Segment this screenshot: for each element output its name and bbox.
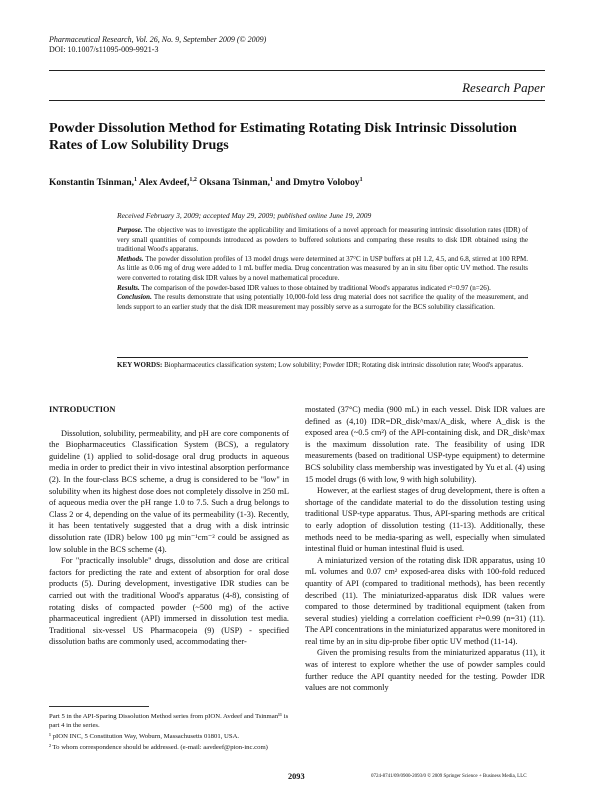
copyright-line: 0724-8741/09/0900-2093/0 © 2009 Springer Science + Business Media, LLC [371,774,527,779]
paragraph: Dissolution, solubility, permeability, and pH are core components of the Biopharmaceutics Classification System (BCS), a regulatory guideline (1) applied to solid-dosage oral drug products in aqueous media in order to predict their in vivo intestinal absorption performance (2). In the four-class BCS scheme, a drug is considered to be "low" in solubility when its highest dose does not completely dissolve in 250 mL of aqueous media over the pH range 1.0 to 7.5. Such a drug belongs to Class 2 or 4, depending on the value of its permeability (1-3). Recently, it has been tentatively suggested that a drug with a disk intrinsic dissolution rate (IDR) below 100 µg min⁻¹cm⁻² could be assigned as low soluble in the BCS scheme (4). [49,428,289,554]
author: Alex Avdeef, [138,178,190,189]
abstract-results [117,284,528,294]
paragraph: A miniaturized version of the rotating disk IDR apparatus, using 10 mL volumes and 0.07 cm² exposed-area disks with 100-fold reduced quantity of API (compared to traditional methods), has been recently described (11). The miniaturized-apparatus disk IDR values were compared to those determined by traditional equipment (taken from several studies) yielding a correlation coefficient r²=0.99 (n=31) (11). The API concentrations in the miniaturized apparatus were monitored in real time by an in situ dip-probe fiber optic UV method (11-14). [305,555,545,646]
keywords-label: KEY WORDS: [117,361,163,369]
abstract-results-label: Results. [117,283,140,292]
footnote-rule [49,706,149,707]
abstract-methods-text: The powder dissolution profiles of 13 model drugs were determined at 37°C in USP buffers at pH 1.2, 4.5, and 6.8, stirred at 100 RPM. As little as 0.06 mg of drug were added to 1 mL buffer media. Drug concentration was measured by an in situ fiber optic UV method. The results were converted to rotating disk IDR values by a novel mathematical procedure. [117,254,529,282]
paragraph: Given the promising results from the miniaturized apparatus (11), it was of interest to explore whether the use of powder samples could further reduce the API quantity needed for the testing. Powder IDR values are not commonly [305,648,545,693]
author-affiliation: 1 [270,177,273,183]
header-rule-bottom [49,100,545,101]
author: and Dmytro Voloboy [275,178,360,189]
keywords-text: Biopharmaceutics classification system; Low solubility; Powder IDR; Rotating disk intrinsic dissolution rate; Wood's apparatus. [164,361,524,369]
doi[interactable]: DOI: 10.1007/s11095-009-9921-3 [49,45,159,54]
page-number: 2093 [288,772,305,781]
author-list [49,177,363,188]
abstract-conclusion-text: The results demonstrate that using potentially 10,000-fold less drug material does not sacrifice the quality of the measurement, and lends support to an earlier study that the disk IDR measurement may possibly serve as a surrogate for the BCS solubility classification. [117,293,529,311]
article-title: Powder Dissolution Method for Estimating Rotating Disk Intrinsic Dissolution Rates of Low Solubility Drugs [49,121,517,153]
abstract-purpose-label: Purpose. [117,226,143,234]
body-column-right [305,404,545,694]
section-heading-introduction: INTRODUCTION [49,405,116,414]
paragraph: For "practically insoluble" drugs, dissolution and dose are critical factors for predicting the rate and extent of absorption for oral dose products (5). During development, investigative IDR studies can be carried out with the traditional Wood's apparatus (4-8), consisting of rotating disks of compacted powder (~500 mg) of the active pharmaceutical ingredient (API) immersed in dissolution test media. Traditional six-vessel US Pharmacopeia (9) (USP) - specified dissolution baths are commonly used, accommodating ther- [49,556,289,647]
keywords-rule [117,357,528,358]
header-rule-top [49,70,545,71]
paragraph: mostated (37°C) media (900 mL) in each vessel. Disk IDR values are defined as (4,10) IDR=DR_disk^max/A_disk, where A_disk is the exposed area (~0.5 cm²) of the API-containing disk, and DR_disk^max is the maximum dissolution rate. The feasibility of using IDR measurements (based on traditional USP-type equipment) to determine BCS solubility class membership was investigated by Yu et al. (4) using 15 model drugs (6 with low, 9 with high solubility). [305,405,545,484]
abstract-conclusion-label: Conclusion. [117,293,152,302]
author-affiliation: 1 [134,177,138,183]
paragraph: However, at the earliest stages of drug development, there is often a shortage of the candidate material to do the dissolution testing using traditional USP-type apparatus. Thus, API-sparing methods are critical to early adoption of dissolution testing (11-13). Additionally, these methods need to be media-sparing as well, especially when simulated intestinal fluid or human intestinal fluid is used. [305,486,545,554]
author: Konstantin Tsinman, [49,178,135,189]
footnote-correspondence: ² To whom correspondence should be addressed. (e-mail: aavdeef@pion-inc.com) [49,744,268,751]
footnote-affiliation: ¹ pION INC, 5 Constitution Way, Woburn, Massachusetts 01801, USA. [49,733,240,740]
abstract-purpose-text: The objective was to investigate the applicability and limitations of a novel approach for measuring intrinsic dissolution rates (IDR) of very small quantities of compounds introduced as powders to buffered solutions and comparing these results to disk IDR obtained using the traditional Wood's apparatus. [117,226,529,254]
abstract-conclusion [117,293,528,312]
abstract-methods [117,255,528,284]
section-label: Research Paper [462,80,545,95]
abstract-results-text: The comparison of the powder-based IDR values to those obtained by traditional Wood's apparatus indicated r²=0.97 (n=26). [141,283,491,292]
keywords [117,361,528,371]
footnotes [49,712,289,754]
abstract-methods-label: Methods. [117,254,144,263]
author-affiliation: 1 [359,177,363,183]
author-affiliation: 1,2 [189,177,197,183]
abstract-purpose [117,226,528,255]
journal-citation: Pharmaceutical Research, Vol. 26, No. 9, September 2009 (© 2009) [49,35,267,44]
received-dates: Received February 3, 2009; accepted May 29, 2009; published online June 19, 2009 [117,211,372,220]
abstract [117,226,528,312]
footnote-series: Part 5 in the API-Sparing Dissolution Method series from pION. Avdeef and Tsinman¹¹ is part 4 in the series. [49,713,289,729]
author: Oksana Tsinman, [199,178,270,189]
body-column-left [49,404,289,648]
